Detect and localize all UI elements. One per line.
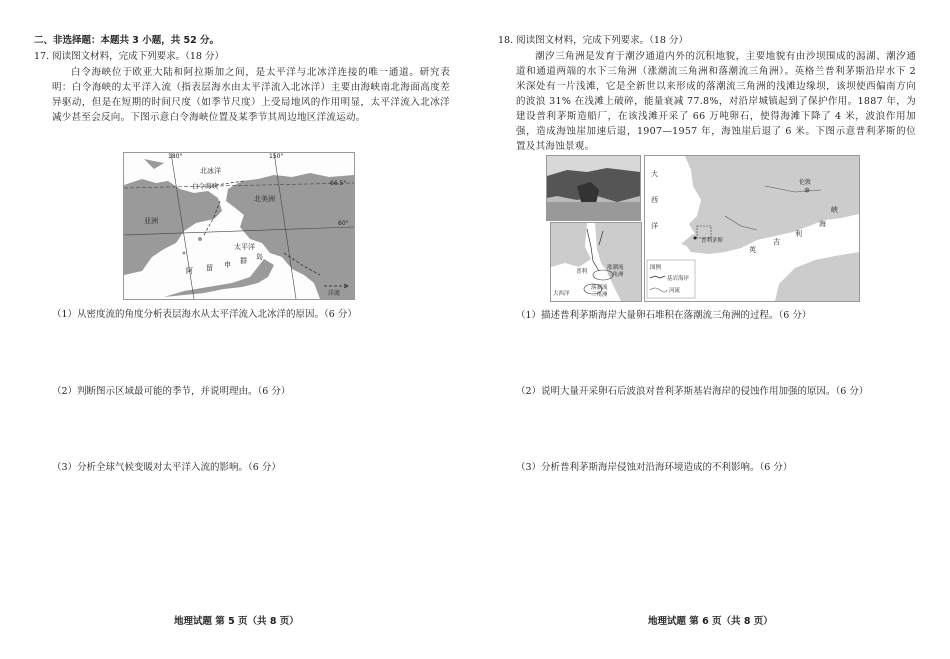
q18-part2: （2）说明大量开采卵石后波浪对普利茅斯基岩海岸的侵蚀作用加强的原因。（6 分） xyxy=(516,386,869,397)
ebb-delta-label-1: 落潮流 xyxy=(591,285,608,291)
current-legend-label: 洋流 xyxy=(328,290,341,297)
q17-part2: （2）判断图示区域最可能的季节，并说明理由。（6 分） xyxy=(52,386,291,397)
lat-60-label: 60° xyxy=(338,220,349,227)
arctic-ocean-label: 北冰洋 xyxy=(200,167,221,175)
sea-cliff-photo xyxy=(546,155,641,221)
q17-title: 17. 阅读图文材料，完成下列要求。（18 分） xyxy=(34,51,224,62)
q17-material: 白令海峡位于欧亚大陆和阿拉斯加之间，是太平洋与北冰洋连接的唯一通道。研究表明：白令海峡的太平洋入流（指表层海水由太平洋流入北冰洋）主要由海峡南北海面高度差异驱动，但是在短期的时间尺度（如季节尺度）上受局地风的作用明显，太平洋流入北冰洋减少甚至会反向。下图示意白令海峡位置及某季节其周边地区洋流运动。 xyxy=(52,67,450,123)
ebb-delta-label-2: 三角洲 xyxy=(591,292,608,298)
strait-char-1: 海 xyxy=(819,220,826,228)
atlantic-char-1: 大 xyxy=(651,170,658,178)
inset-atlantic-label: 大西洋 xyxy=(553,291,570,297)
strait-char-2: 峡 xyxy=(831,206,838,214)
lat-66-label: 66.5° xyxy=(330,180,347,187)
legend-river-label: 河流 xyxy=(669,288,681,294)
pacific-ocean-label: 太平洋 xyxy=(234,243,255,251)
page-footer-left: 地理试题 第 5 页（共 8 页） xyxy=(174,616,299,627)
britain-char-2: 吉 xyxy=(773,238,780,246)
lon-180-label: 180° xyxy=(168,153,183,160)
asia-label: 亚洲 xyxy=(144,217,158,225)
legend-cliff-label: 基岩海岸 xyxy=(667,276,690,282)
legend-title: 图例 xyxy=(650,265,662,271)
plymouth-label: 普利茅斯 xyxy=(701,238,724,244)
q17-part3: （3）分析全球气候变暖对太平洋入流的影响。（6 分） xyxy=(52,462,281,473)
aleutian-char-1: 阿 xyxy=(186,267,193,275)
aleutian-char-4: 群 xyxy=(240,257,247,265)
britain-char-3: 利 xyxy=(795,230,802,238)
north-america-label: 北美洲 xyxy=(254,195,275,203)
q18-part1: （1）描述普利茅斯海岸大量卵石堆积在落潮流三角洲的过程。（6 分） xyxy=(516,310,812,321)
q18-material: 潮汐三角洲是发育于潮汐通道内外的沉积地貌，主要地貌有由沙坝围成的潟湖、潮汐通道和通道两端的水下三角洲（涨潮流三角洲和落潮流三角洲）。英格兰普利茅斯沿岸水下 2 米深处有一片浅滩，它是全新世以来形成的落潮流三角洲的浅滩边缘坝，该坝使西偏南方向的波浪 31% 在浅滩上破碎，能量衰减 77.8%，对沿岸城镇起到了保护作用。1887 年，为建设普利茅斯造船厂，在该浅滩开采了 66 万吨卵石，使得海滩下降了 4 米，波浪作用加强，造成海蚀崖加速后退，1907—1957 年，海蚀崖后退了 6 米。下图示意普利茅斯的位置及其海蚀景观。 xyxy=(516,51,916,152)
lon-150-label: 150° xyxy=(269,153,284,160)
britain-char-1: 英 xyxy=(749,246,756,254)
bering-map xyxy=(123,152,355,300)
inset-town-label: 普利 xyxy=(576,269,588,275)
london-label: 伦敦 xyxy=(799,179,812,186)
bering-strait-label: 白令海峡 xyxy=(192,182,218,190)
atlantic-char-3: 洋 xyxy=(651,222,658,230)
q18-part3: （3）分析普利茅斯海岸侵蚀对沿海环境造成的不利影响。（6 分） xyxy=(516,462,793,473)
q17-part1: （1）从密度流的角度分析表层海水从太平洋流入北冰洋的原因。（6 分） xyxy=(52,309,357,320)
atlantic-char-2: 西 xyxy=(651,196,658,204)
inset-map xyxy=(550,222,642,302)
flood-delta-label-1: 涨潮流 xyxy=(607,265,624,271)
aleutian-char-2: 留 xyxy=(206,264,213,272)
aleutian-char-5: 岛 xyxy=(256,253,263,261)
england-map xyxy=(644,155,860,302)
section-title: 二、非选择题：本题共 3 小题，共 52 分。 xyxy=(34,35,220,46)
flood-delta-label-2: 三角洲 xyxy=(607,272,624,278)
page-footer-right: 地理试题 第 6 页（共 8 页） xyxy=(648,616,773,627)
aleutian-char-3: 申 xyxy=(224,261,231,269)
q18-title: 18. 阅读图文材料，完成下列要求。（18 分） xyxy=(498,35,688,46)
